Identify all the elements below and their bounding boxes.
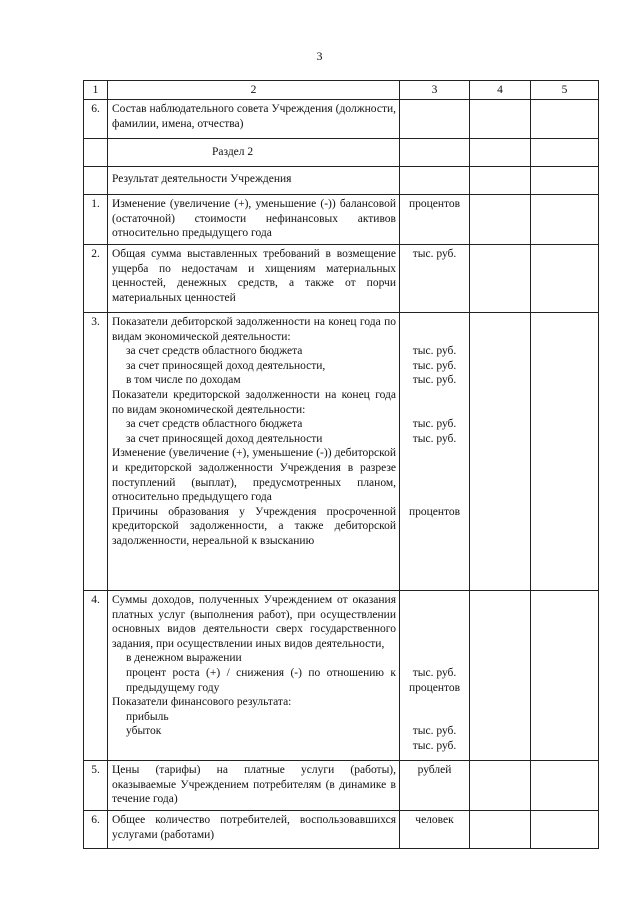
- table-row: [84, 195, 599, 245]
- credit-unit: тыс. руб.: [412, 432, 457, 445]
- row-number: 6.: [84, 811, 108, 849]
- row-text: Общее количество потребителей, воспользовавшихся услугами (работами): [108, 811, 400, 849]
- debit-title: Показатели дебиторской задолженности на конец года по видам экономической деятельности:: [112, 316, 396, 343]
- income-item: процент роста (+) / снижения (-) по отношению к предыдущему году: [126, 666, 396, 694]
- row-number: 4.: [84, 591, 108, 761]
- header-col-1: 1: [84, 81, 108, 100]
- debit-item: за счет средств областного бюджета: [126, 345, 303, 358]
- profit-label: прибыль: [126, 710, 169, 723]
- row-number: 5.: [84, 761, 108, 811]
- section-row: [84, 139, 599, 167]
- row-number: 3.: [84, 313, 108, 591]
- row-number: 6.: [84, 100, 108, 139]
- debit-unit: тыс. руб.: [412, 374, 457, 387]
- row-unit: процентов: [400, 195, 470, 245]
- row-unit: рублей: [400, 761, 470, 811]
- row-number: 1.: [84, 195, 108, 245]
- header-col-3: 3: [400, 81, 470, 100]
- change-text: Изменение (увеличение (+), уменьшение (-)) дебиторской и кредиторской задолженности Учреждения в разрезе поступлений (выплат), предусмотренных планом, относительно предыдущего года: [112, 447, 396, 504]
- fin-result-title: Показатели финансового результата:: [112, 696, 292, 709]
- table-row: [84, 313, 599, 591]
- income-unit: процентов: [408, 681, 461, 694]
- reasons-text: Причины образования у Учреждения просроченной кредиторской задолженности, а также дебиторской задолженности, нереальной к взысканию: [112, 505, 396, 547]
- income-unit: тыс. руб.: [412, 666, 457, 679]
- section-title: Раздел 2: [212, 146, 254, 158]
- header-col-5: 5: [531, 81, 599, 100]
- row-number: 2.: [84, 245, 108, 313]
- table-row: [84, 761, 599, 811]
- profit-unit: тыс. руб.: [412, 725, 457, 738]
- debit-item: за счет приносящей доход деятельности,: [126, 359, 326, 372]
- table-header-row: [84, 81, 599, 100]
- table-row: [84, 100, 599, 139]
- table-row: [84, 591, 599, 761]
- table-row: [84, 245, 599, 313]
- row-text: Цены (тарифы) на платные услуги (работы), оказываемые Учреждением потребителям (в динамике в течение года): [108, 761, 400, 811]
- credit-title: Показатели кредиторской задолженности на конец года по видам экономической деятельности:: [112, 388, 396, 416]
- credit-item: за счет средств областного бюджета: [126, 418, 303, 431]
- row-unit: человек: [400, 811, 470, 849]
- report-table: [83, 80, 599, 849]
- change-unit: процентов: [408, 505, 461, 518]
- credit-unit: тыс. руб.: [412, 418, 457, 431]
- loss-label: убыток: [126, 725, 162, 738]
- header-col-2: 2: [108, 81, 400, 100]
- row-text: Изменение (увеличение (+), уменьшение (-)) балансовой (остаточной) стоимости нефинансовых активов относительно предыдущего года: [108, 195, 400, 245]
- row-text: Общая сумма выставленных требований в возмещение ущерба по недостачам и хищениям материальных ценностей, денежных средств, а также от порчи материальных ценностей: [108, 245, 400, 313]
- debit-unit: тыс. руб.: [412, 345, 457, 358]
- loss-unit: тыс. руб.: [412, 739, 457, 752]
- income-text: Суммы доходов, полученных Учреждением от оказания платных услуг (выполнения работ), при осуществлении основных видов деятельности сверх государственного задания, при осуществлении иных видов деятельности,: [112, 594, 396, 650]
- section-subtitle: Результат деятельности Учреждения: [108, 167, 400, 195]
- debit-item: в том числе по доходам: [126, 374, 241, 387]
- page-number: 3: [316, 49, 323, 63]
- income-item: в денежном выражении: [126, 652, 242, 665]
- credit-item: за счет приносящей доход деятельности: [126, 432, 323, 445]
- row-text: Состав наблюдательного совета Учреждения (должности, фамилии, имена, отчества): [108, 100, 400, 139]
- debit-unit: тыс. руб.: [412, 359, 457, 372]
- table-row: [84, 811, 599, 849]
- header-col-4: 4: [470, 81, 531, 100]
- row-unit: тыс. руб.: [400, 245, 470, 313]
- section-subtitle-row: [84, 167, 599, 195]
